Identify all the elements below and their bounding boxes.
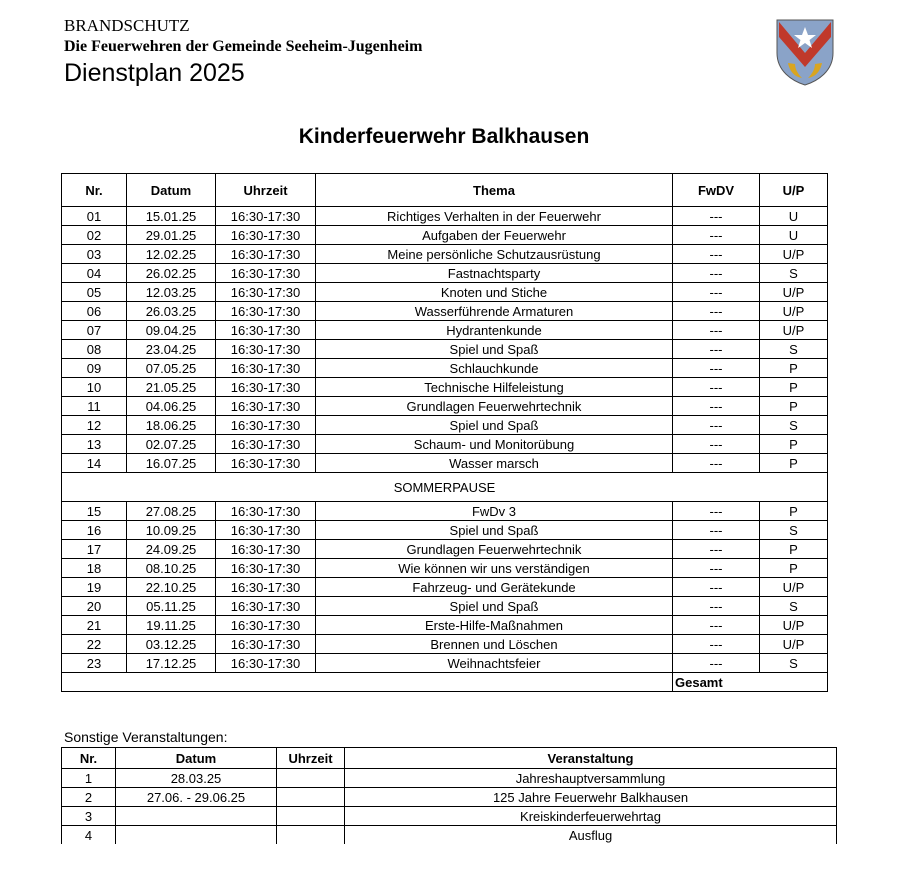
col-header-nr: Nr. bbox=[62, 174, 127, 207]
organization-subtitle: Die Feuerwehren der Gemeinde Seeheim-Jugenheim bbox=[64, 38, 423, 55]
table-row bbox=[62, 502, 828, 521]
topic-cell: Weihnachtsfeier bbox=[316, 654, 673, 673]
fwdv-cell: --- bbox=[673, 416, 760, 435]
up-cell: U/P bbox=[760, 302, 828, 321]
fwdv-cell: --- bbox=[673, 283, 760, 302]
time-cell: 16:30-17:30 bbox=[216, 264, 316, 283]
time-cell bbox=[277, 788, 345, 807]
table-row bbox=[62, 578, 828, 597]
fwdv-cell: --- bbox=[673, 521, 760, 540]
time-cell: 16:30-17:30 bbox=[216, 635, 316, 654]
total-label: Gesamt bbox=[673, 673, 760, 692]
topic-cell: Schaum- und Monitorübung bbox=[316, 435, 673, 454]
time-cell: 16:30-17:30 bbox=[216, 416, 316, 435]
date-cell: 21.05.25 bbox=[127, 378, 216, 397]
nr-cell: 02 bbox=[62, 226, 127, 245]
table-row bbox=[62, 788, 837, 807]
fwdv-cell: --- bbox=[673, 635, 760, 654]
up-cell: P bbox=[760, 540, 828, 559]
col-header-event: Veranstaltung bbox=[345, 748, 837, 769]
topic-cell: Erste-Hilfe-Maßnahmen bbox=[316, 616, 673, 635]
fwdv-cell: --- bbox=[673, 226, 760, 245]
fwdv-cell: --- bbox=[673, 302, 760, 321]
nr-cell: 3 bbox=[62, 807, 116, 826]
time-cell: 16:30-17:30 bbox=[216, 226, 316, 245]
fwdv-cell: --- bbox=[673, 435, 760, 454]
col-header-time: Uhrzeit bbox=[216, 174, 316, 207]
table-row bbox=[62, 435, 828, 454]
col-header-fwdv: FwDV bbox=[673, 174, 760, 207]
topic-cell: Grundlagen Feuerwehrtechnik bbox=[316, 540, 673, 559]
time-cell: 16:30-17:30 bbox=[216, 521, 316, 540]
nr-cell: 20 bbox=[62, 597, 127, 616]
date-cell: 27.08.25 bbox=[127, 502, 216, 521]
nr-cell: 07 bbox=[62, 321, 127, 340]
up-cell: U/P bbox=[760, 245, 828, 264]
date-cell: 08.10.25 bbox=[127, 559, 216, 578]
fwdv-cell: --- bbox=[673, 245, 760, 264]
time-cell: 16:30-17:30 bbox=[216, 207, 316, 226]
date-cell bbox=[116, 807, 277, 826]
table-row bbox=[62, 635, 828, 654]
up-cell: S bbox=[760, 521, 828, 540]
time-cell: 16:30-17:30 bbox=[216, 559, 316, 578]
time-cell bbox=[277, 769, 345, 788]
table-row bbox=[62, 283, 828, 302]
schedule-header-row bbox=[62, 174, 828, 207]
fwdv-cell: --- bbox=[673, 654, 760, 673]
date-cell: 09.04.25 bbox=[127, 321, 216, 340]
topic-cell: FwDv 3 bbox=[316, 502, 673, 521]
nr-cell: 2 bbox=[62, 788, 116, 807]
nr-cell: 19 bbox=[62, 578, 127, 597]
date-cell: 10.09.25 bbox=[127, 521, 216, 540]
other-events-header-row bbox=[62, 748, 837, 769]
fwdv-cell: --- bbox=[673, 454, 760, 473]
time-cell: 16:30-17:30 bbox=[216, 578, 316, 597]
time-cell: 16:30-17:30 bbox=[216, 245, 316, 264]
up-cell: U/P bbox=[760, 635, 828, 654]
time-cell: 16:30-17:30 bbox=[216, 340, 316, 359]
table-row bbox=[62, 454, 828, 473]
table-row bbox=[62, 597, 828, 616]
fwdv-cell: --- bbox=[673, 540, 760, 559]
date-cell: 03.12.25 bbox=[127, 635, 216, 654]
time-cell: 16:30-17:30 bbox=[216, 654, 316, 673]
nr-cell: 06 bbox=[62, 302, 127, 321]
table-row bbox=[62, 207, 828, 226]
event-cell: 125 Jahre Feuerwehr Balkhausen bbox=[345, 788, 837, 807]
date-cell: 28.03.25 bbox=[116, 769, 277, 788]
time-cell: 16:30-17:30 bbox=[216, 435, 316, 454]
table-row bbox=[62, 340, 828, 359]
topic-cell: Wasserführende Armaturen bbox=[316, 302, 673, 321]
fwdv-cell: --- bbox=[673, 378, 760, 397]
table-row bbox=[62, 616, 828, 635]
date-cell: 18.06.25 bbox=[127, 416, 216, 435]
topic-cell: Hydrantenkunde bbox=[316, 321, 673, 340]
table-row bbox=[62, 359, 828, 378]
up-cell: U/P bbox=[760, 283, 828, 302]
nr-cell: 1 bbox=[62, 769, 116, 788]
other-events-caption: Sonstige Veranstaltungen: bbox=[64, 729, 228, 745]
time-cell bbox=[277, 807, 345, 826]
table-row bbox=[62, 378, 828, 397]
nr-cell: 17 bbox=[62, 540, 127, 559]
time-cell: 16:30-17:30 bbox=[216, 502, 316, 521]
date-cell: 19.11.25 bbox=[127, 616, 216, 635]
time-cell: 16:30-17:30 bbox=[216, 540, 316, 559]
col-header-topic: Thema bbox=[316, 174, 673, 207]
table-row bbox=[62, 397, 828, 416]
time-cell: 16:30-17:30 bbox=[216, 397, 316, 416]
time-cell: 16:30-17:30 bbox=[216, 302, 316, 321]
fwdv-cell: --- bbox=[673, 321, 760, 340]
nr-cell: 16 bbox=[62, 521, 127, 540]
table-row bbox=[62, 521, 828, 540]
nr-cell: 4 bbox=[62, 826, 116, 845]
up-cell: S bbox=[760, 654, 828, 673]
nr-cell: 10 bbox=[62, 378, 127, 397]
table-row bbox=[62, 302, 828, 321]
time-cell: 16:30-17:30 bbox=[216, 616, 316, 635]
nr-cell: 12 bbox=[62, 416, 127, 435]
total-spacer bbox=[62, 673, 673, 692]
nr-cell: 09 bbox=[62, 359, 127, 378]
table-row bbox=[62, 245, 828, 264]
other-events-table bbox=[61, 747, 837, 844]
event-cell: Jahreshauptversammlung bbox=[345, 769, 837, 788]
date-cell: 12.02.25 bbox=[127, 245, 216, 264]
topic-cell: Spiel und Spaß bbox=[316, 597, 673, 616]
total-row bbox=[62, 673, 828, 692]
date-cell: 24.09.25 bbox=[127, 540, 216, 559]
nr-cell: 08 bbox=[62, 340, 127, 359]
nr-cell: 11 bbox=[62, 397, 127, 416]
nr-cell: 04 bbox=[62, 264, 127, 283]
date-cell: 04.06.25 bbox=[127, 397, 216, 416]
table-row bbox=[62, 769, 837, 788]
time-cell: 16:30-17:30 bbox=[216, 597, 316, 616]
col-header-date: Datum bbox=[116, 748, 277, 769]
nr-cell: 13 bbox=[62, 435, 127, 454]
up-cell: U bbox=[760, 226, 828, 245]
up-cell: U bbox=[760, 207, 828, 226]
up-cell: U/P bbox=[760, 616, 828, 635]
fwdv-cell: --- bbox=[673, 502, 760, 521]
section-title: Kinderfeuerwehr Balkhausen bbox=[298, 125, 590, 148]
up-cell: S bbox=[760, 340, 828, 359]
total-value bbox=[760, 673, 828, 692]
date-cell: 07.05.25 bbox=[127, 359, 216, 378]
table-row bbox=[62, 807, 837, 826]
nr-cell: 23 bbox=[62, 654, 127, 673]
page-title: Dienstplan 2025 bbox=[64, 59, 245, 87]
topic-cell: Schlauchkunde bbox=[316, 359, 673, 378]
topic-cell: Wasser marsch bbox=[316, 454, 673, 473]
event-cell: Ausflug bbox=[345, 826, 837, 845]
date-cell: 22.10.25 bbox=[127, 578, 216, 597]
topic-cell: Spiel und Spaß bbox=[316, 340, 673, 359]
time-cell: 16:30-17:30 bbox=[216, 359, 316, 378]
date-cell: 17.12.25 bbox=[127, 654, 216, 673]
summer-pause-label: SOMMERPAUSE bbox=[62, 473, 828, 502]
nr-cell: 01 bbox=[62, 207, 127, 226]
nr-cell: 03 bbox=[62, 245, 127, 264]
time-cell: 16:30-17:30 bbox=[216, 454, 316, 473]
fwdv-cell: --- bbox=[673, 578, 760, 597]
topic-cell: Spiel und Spaß bbox=[316, 416, 673, 435]
up-cell: S bbox=[760, 597, 828, 616]
nr-cell: 22 bbox=[62, 635, 127, 654]
up-cell: P bbox=[760, 378, 828, 397]
up-cell: S bbox=[760, 264, 828, 283]
nr-cell: 05 bbox=[62, 283, 127, 302]
nr-cell: 15 bbox=[62, 502, 127, 521]
date-cell: 02.07.25 bbox=[127, 435, 216, 454]
time-cell bbox=[277, 826, 345, 845]
table-row bbox=[62, 416, 828, 435]
fwdv-cell: --- bbox=[673, 559, 760, 578]
topic-cell: Knoten und Stiche bbox=[316, 283, 673, 302]
up-cell: P bbox=[760, 397, 828, 416]
fwdv-cell: --- bbox=[673, 264, 760, 283]
up-cell: P bbox=[760, 359, 828, 378]
date-cell bbox=[116, 826, 277, 845]
topic-cell: Technische Hilfeleistung bbox=[316, 378, 673, 397]
table-row bbox=[62, 654, 828, 673]
date-cell: 15.01.25 bbox=[127, 207, 216, 226]
date-cell: 05.11.25 bbox=[127, 597, 216, 616]
col-header-time: Uhrzeit bbox=[277, 748, 345, 769]
table-row bbox=[62, 264, 828, 283]
up-cell: P bbox=[760, 559, 828, 578]
table-row bbox=[62, 826, 837, 845]
date-cell: 12.03.25 bbox=[127, 283, 216, 302]
date-cell: 26.02.25 bbox=[127, 264, 216, 283]
fwdv-cell: --- bbox=[673, 397, 760, 416]
time-cell: 16:30-17:30 bbox=[216, 321, 316, 340]
up-cell: P bbox=[760, 435, 828, 454]
summer-pause-row bbox=[62, 473, 828, 502]
up-cell: P bbox=[760, 454, 828, 473]
topic-cell: Richtiges Verhalten in der Feuerwehr bbox=[316, 207, 673, 226]
fwdv-cell: --- bbox=[673, 207, 760, 226]
col-header-up: U/P bbox=[760, 174, 828, 207]
topic-cell: Grundlagen Feuerwehrtechnik bbox=[316, 397, 673, 416]
nr-cell: 14 bbox=[62, 454, 127, 473]
nr-cell: 18 bbox=[62, 559, 127, 578]
up-cell: S bbox=[760, 416, 828, 435]
date-cell: 23.04.25 bbox=[127, 340, 216, 359]
topic-cell: Fahrzeug- und Gerätekunde bbox=[316, 578, 673, 597]
event-cell: Kreiskinderfeuerwehrtag bbox=[345, 807, 837, 826]
time-cell: 16:30-17:30 bbox=[216, 378, 316, 397]
coat-of-arms-icon bbox=[774, 17, 836, 87]
table-row bbox=[62, 321, 828, 340]
fwdv-cell: --- bbox=[673, 359, 760, 378]
organization-label: BRANDSCHUTZ bbox=[64, 16, 190, 35]
topic-cell: Meine persönliche Schutzausrüstung bbox=[316, 245, 673, 264]
fwdv-cell: --- bbox=[673, 616, 760, 635]
schedule-table bbox=[61, 173, 828, 692]
topic-cell: Brennen und Löschen bbox=[316, 635, 673, 654]
date-cell: 27.06. - 29.06.25 bbox=[116, 788, 277, 807]
fwdv-cell: --- bbox=[673, 597, 760, 616]
date-cell: 26.03.25 bbox=[127, 302, 216, 321]
date-cell: 29.01.25 bbox=[127, 226, 216, 245]
topic-cell: Wie können wir uns verständigen bbox=[316, 559, 673, 578]
topic-cell: Aufgaben der Feuerwehr bbox=[316, 226, 673, 245]
date-cell: 16.07.25 bbox=[127, 454, 216, 473]
topic-cell: Fastnachtsparty bbox=[316, 264, 673, 283]
up-cell: P bbox=[760, 502, 828, 521]
nr-cell: 21 bbox=[62, 616, 127, 635]
table-row bbox=[62, 226, 828, 245]
time-cell: 16:30-17:30 bbox=[216, 283, 316, 302]
up-cell: U/P bbox=[760, 321, 828, 340]
table-row bbox=[62, 559, 828, 578]
table-row bbox=[62, 540, 828, 559]
col-header-date: Datum bbox=[127, 174, 216, 207]
col-header-nr: Nr. bbox=[62, 748, 116, 769]
fwdv-cell: --- bbox=[673, 340, 760, 359]
topic-cell: Spiel und Spaß bbox=[316, 521, 673, 540]
up-cell: U/P bbox=[760, 578, 828, 597]
